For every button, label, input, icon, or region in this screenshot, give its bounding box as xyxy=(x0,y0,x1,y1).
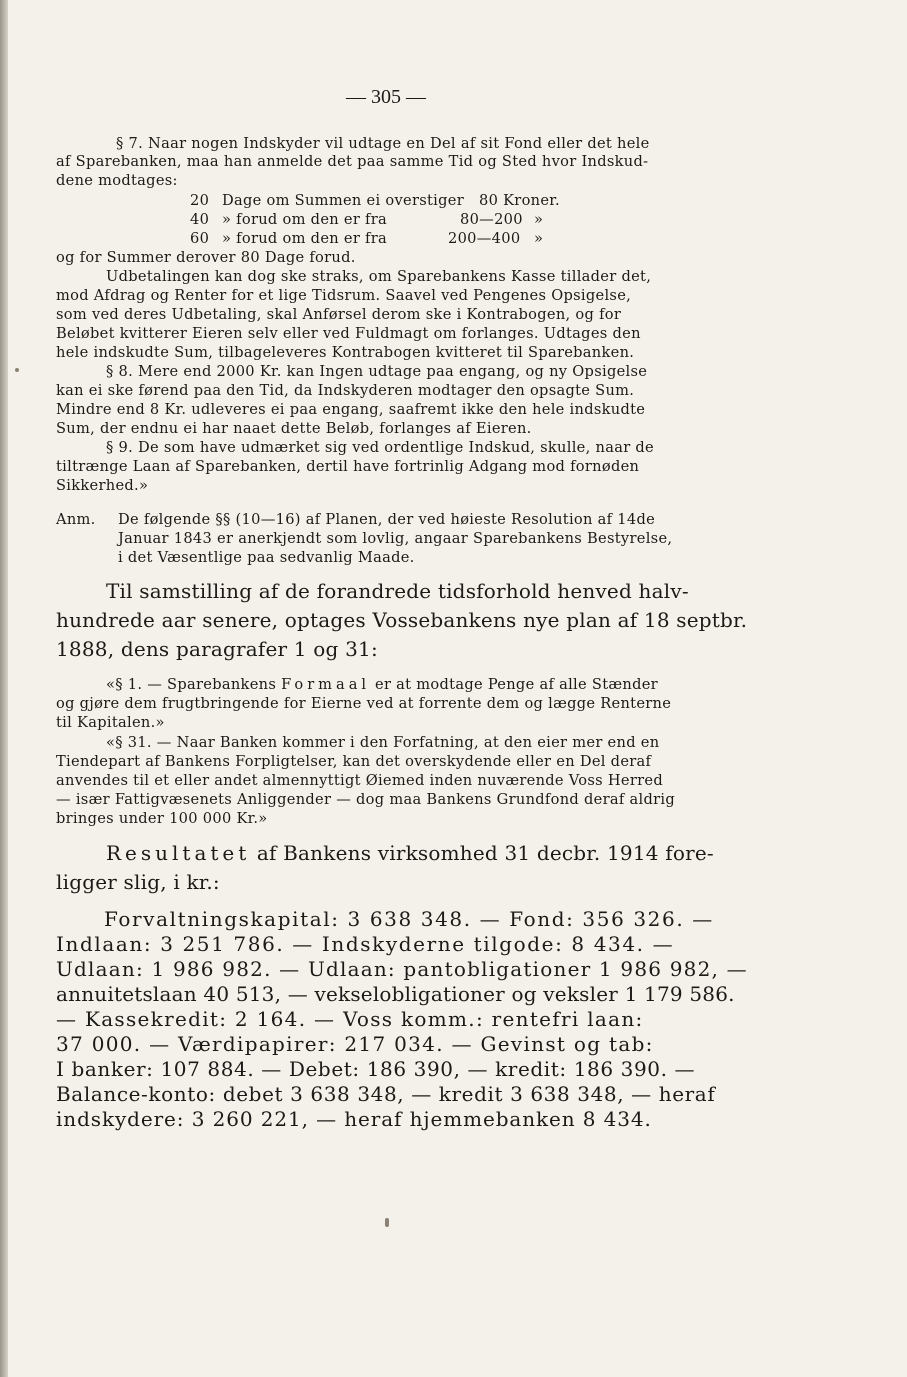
p7-line-1: § 7. Naar nogen Indskyder vil udtage en Del af sit Fond eller det hele xyxy=(116,135,650,152)
notice-row-1-text: Dage om Summen ei overstiger xyxy=(222,192,464,209)
q1-line-1-a: «§ 1. — Sparebankens xyxy=(106,676,277,693)
accounts-line-3: Udlaan: 1 986 982. — Udlaan: pantobligationer 1 986 982, — xyxy=(56,957,748,981)
notice-row-2-text: » forud om den er fra xyxy=(222,211,388,228)
notice-row-3-text: » forud om den er fra xyxy=(222,230,388,247)
notice-row-1-days: 20 xyxy=(190,192,210,209)
p7-cont-line-1: og for Summer derover 80 Dage forud. xyxy=(56,249,356,266)
accounts-line-7: I banker: 107 884. — Debet: 186 390, — kredit: 186 390. — xyxy=(56,1057,696,1081)
notice-row-3-amount: 200—400 xyxy=(448,230,521,247)
accounts-line-8: Balance-konto: debet 3 638 348, — kredit 3 638 348, — heraf xyxy=(56,1082,716,1106)
q1-line-1 xyxy=(106,676,658,693)
p7-cont-line-6: hele indskudte Sum, tilbageleveres Kontrabogen kvitteret til Sparebanken. xyxy=(56,344,635,361)
scan-edge xyxy=(0,0,8,1377)
intro-line-1: Til samstilling af de forandrede tidsforhold henved halv- xyxy=(106,579,689,603)
p8-line-3: Mindre end 8 Kr. udleveres ei paa engang, saafremt ikke den hele indskudte xyxy=(56,401,646,418)
accounts-line-4: annuitetslaan 40 513, — vekselobligationer og veksler 1 179 586. xyxy=(56,982,735,1006)
anm-label: Anm. xyxy=(56,511,96,528)
p9-line-3: Sikkerhed.» xyxy=(56,477,149,494)
scan-speck xyxy=(385,1218,389,1227)
notice-row-1-amount: 80 Kroner. xyxy=(479,192,560,209)
notice-row-2-days: 40 xyxy=(190,211,210,228)
q1-line-3: til Kapitalen.» xyxy=(56,714,165,731)
accounts-line-6: 37 000. — Værdipapirer: 217 034. — Gevinst og tab: xyxy=(56,1032,654,1056)
p9-line-2: tiltrænge Laan af Sparebanken, dertil have fortrinlig Adgang mod fornøden xyxy=(56,458,640,475)
notice-row-3-ditto: » xyxy=(534,230,544,247)
p8-line-2: kan ei ske førend paa den Tid, da Indskyderen modtager den opsagte Sum. xyxy=(56,382,635,399)
q1-line-2: og gjøre dem frugtbringende for Eierne ved at forrente dem og lægge Renterne xyxy=(56,695,672,712)
notice-row-2-ditto: » xyxy=(534,211,544,228)
q31-line-2: Tiendepart af Bankens Forpligtelser, kan det overskydende eller en Del deraf xyxy=(56,753,652,770)
anm-line-1: De følgende §§ (10—16) af Planen, der ved høieste Resolution af 14de xyxy=(118,511,656,528)
notice-row-2-amount: 80—200 xyxy=(460,211,523,228)
result-heading-line-2: ligger slig, i kr.: xyxy=(56,870,220,894)
accounts-line-9: indskydere: 3 260 221, — heraf hjemmebanken 8 434. xyxy=(56,1107,652,1131)
p8-line-4: Sum, der endnu ei har naaet dette Beløb, forlanges af Eieren. xyxy=(56,420,532,437)
accounts-line-5: — Kassekredit: 2 164. — Voss komm.: rentefri laan: xyxy=(56,1007,644,1031)
p7-cont-line-4: som ved deres Udbetaling, skal Anførsel derom ske i Kontrabogen, og for xyxy=(56,306,622,323)
q1-line-1-c: er at modtage Penge af alle Stænder xyxy=(375,676,658,693)
q31-line-5: bringes under 100 000 Kr.» xyxy=(56,810,268,827)
scan-speck xyxy=(15,368,19,372)
intro-line-3: 1888, dens paragrafer 1 og 31: xyxy=(56,637,378,661)
q31-line-1: «§ 31. — Naar Banken kommer i den Forfatning, at den eier mer end en xyxy=(106,734,660,751)
accounts-line-2: Indlaan: 3 251 786. — Indskyderne tilgode: 8 434. — xyxy=(56,932,675,956)
p7-cont-line-3: mod Afdrag og Renter for et lige Tidsrum. Saavel ved Pengenes Opsigelse, xyxy=(56,287,632,304)
p8-line-1: § 8. Mere end 2000 Kr. kan Ingen udtage paa engang, og ny Opsigelse xyxy=(106,363,648,380)
q31-line-3: anvendes til et eller andet almennyttigt Øiemed inden nuværende Voss Herred xyxy=(56,772,663,789)
intro-line-2: hundrede aar senere, optages Vossebankens nye plan af 18 septbr. xyxy=(56,608,748,632)
p9-line-1: § 9. De som have udmærket sig ved ordentlige Indskud, skulle, naar de xyxy=(106,439,654,456)
page-number: — 305 — xyxy=(346,86,426,108)
p7-line-2: af Sparebanken, maa han anmelde det paa samme Tid og Sted hvor Indskud- xyxy=(56,153,649,170)
anm-line-3: i det Væsentlige paa sedvanlig Maade. xyxy=(118,549,415,566)
result-heading-rest: af Bankens virksomhed 31 decbr. 1914 fore- xyxy=(256,841,714,865)
p7-cont-line-5: Beløbet kvitterer Eieren selv eller ved Fuldmagt om forlanges. Udtages den xyxy=(56,325,641,342)
result-heading-line-1 xyxy=(106,841,714,865)
p7-line-3: dene modtages: xyxy=(56,172,178,189)
q31-line-4: — især Fattigvæsenets Anliggender — dog maa Bankens Grundfond deraf aldrig xyxy=(56,791,675,808)
accounts-line-1: Forvaltningskapital: 3 638 348. — Fond: 356 326. — xyxy=(104,907,714,931)
q1-line-1-spaced: Formaal xyxy=(281,676,371,693)
anm-line-2: Januar 1843 er anerkjendt som lovlig, angaar Sparebankens Bestyrelse, xyxy=(118,530,673,547)
result-heading-spaced: Resultatet xyxy=(106,841,251,865)
notice-row-3-days: 60 xyxy=(190,230,210,247)
p7-cont-line-2: Udbetalingen kan dog ske straks, om Sparebankens Kasse tillader det, xyxy=(106,268,652,285)
